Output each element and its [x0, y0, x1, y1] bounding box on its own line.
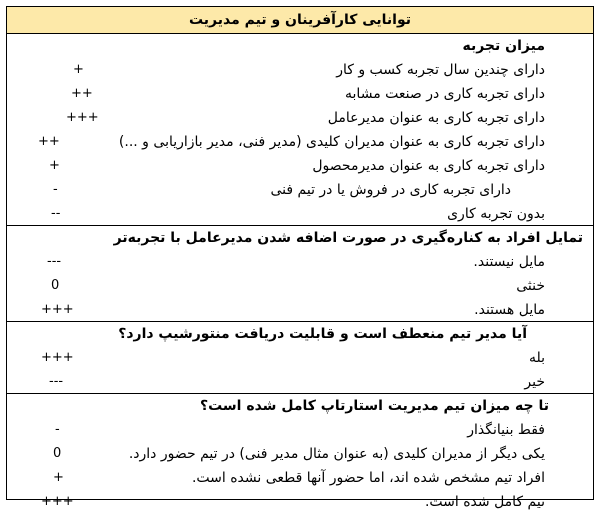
row-symbol: +++ [66, 110, 99, 125]
row-symbol: + [53, 470, 64, 485]
table-title: توانایی کارآفرینان و تیم مدیریت [7, 7, 593, 34]
table-row [7, 82, 593, 106]
row-symbol: -- [51, 206, 61, 221]
criteria-table [6, 6, 594, 510]
row-symbol: ++ [71, 86, 93, 101]
table-row [7, 202, 593, 226]
row-text: دارای تجربه کاری به عنوان مدیرعامل [327, 110, 545, 126]
table-row [7, 178, 593, 202]
row-symbol: --- [47, 254, 62, 269]
section-heading: آیا مدیر تیم منعطف است و قابلیت دریافت منتورشیپ دارد؟ [118, 326, 527, 342]
section-willingness [7, 226, 593, 322]
table-row [7, 298, 593, 322]
row-symbol: +++ [41, 350, 74, 365]
row-text: یکی دیگر از مدیران کلیدی (به عنوان مثال مدیر فنی) در تیم حضور دارد. [128, 446, 545, 462]
table-row [7, 418, 593, 442]
table-row [7, 346, 593, 370]
row-text: فقط بنیانگذار [467, 422, 545, 438]
table-row [7, 370, 593, 394]
table-row [7, 274, 593, 298]
row-symbol: + [73, 62, 84, 77]
row-symbol: 0 [51, 278, 60, 293]
row-text: مایل نیستند. [473, 254, 545, 270]
table-row [7, 106, 593, 130]
row-text: خنثی [516, 278, 545, 294]
section-mentorship [7, 322, 593, 394]
section-heading: تا چه میزان تیم مدیریت استارتاپ کامل شده است؟ [199, 398, 549, 414]
table-row [7, 490, 593, 514]
row-symbol: ++ [38, 134, 60, 149]
section-heading: میزان تجربه [462, 38, 545, 54]
table-row [7, 154, 593, 178]
row-text: دارای تجربه کاری در صنعت مشابه [345, 86, 545, 102]
row-text: دارای تجربه کاری به عنوان مدیران کلیدی (مدیر فنی، مدیر بازاریابی و ...) [118, 134, 545, 150]
row-symbol: --- [49, 374, 64, 389]
row-text: بله [528, 350, 545, 366]
row-text: مایل هستند. [474, 302, 545, 318]
table-row [7, 442, 593, 466]
row-symbol: - [55, 422, 60, 437]
row-text: تیم کامل شده است. [424, 494, 545, 510]
section-team-completeness [7, 394, 593, 510]
section-heading: تمایل افراد به کناره‌گیری در صورت اضافه شدن مدیرعامل با تجربه‌تر [113, 230, 583, 246]
row-symbol: + [49, 158, 60, 173]
row-symbol: - [53, 182, 58, 197]
table-row [7, 466, 593, 490]
table-row [7, 130, 593, 154]
row-text: خیر [524, 374, 545, 390]
row-symbol: +++ [41, 494, 74, 509]
row-text: دارای تجربه کاری به عنوان مدیرمحصول [312, 158, 545, 174]
row-text: دارای تجربه کاری در فروش یا در تیم فنی [270, 182, 511, 198]
row-text: دارای چندین سال تجربه کسب و کار [336, 62, 545, 78]
row-text: بدون تجربه کاری [447, 206, 545, 222]
row-symbol: +++ [41, 302, 74, 317]
section-experience [7, 34, 593, 226]
row-symbol: 0 [53, 446, 62, 461]
row-text: افراد تیم مشخص شده اند، اما حضور آنها قطعی نشده است. [191, 470, 545, 486]
table-row [7, 58, 593, 82]
table-row [7, 250, 593, 274]
